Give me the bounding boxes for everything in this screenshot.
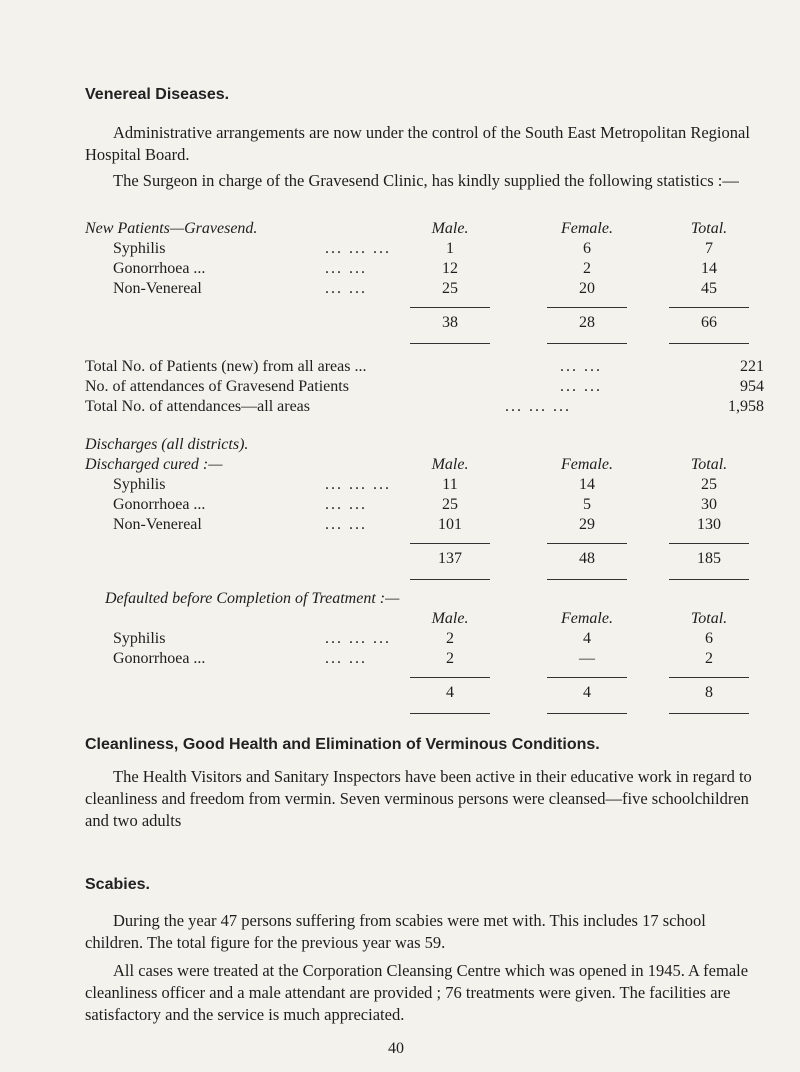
rule-line <box>669 543 749 544</box>
row-male: 11 <box>442 476 458 493</box>
row-female: 6 <box>583 240 591 257</box>
row-total: 2 <box>705 650 713 667</box>
summary-dots: ... ... <box>560 358 602 375</box>
scabies-heading: Scabies. <box>85 876 150 893</box>
total-total: 66 <box>701 314 717 331</box>
new-patients-heading: New Patients—Gravesend. <box>85 220 258 237</box>
table-row <box>85 650 765 670</box>
row-label: Gonorrhoea ... <box>113 496 206 513</box>
row-male: 12 <box>442 260 458 277</box>
summary-row <box>85 398 765 418</box>
row-label: Gonorrhoea ... <box>113 260 206 277</box>
rule-line <box>547 579 627 580</box>
total-male: 137 <box>438 550 462 567</box>
col-total-header: Total. <box>690 220 728 237</box>
rule-line <box>669 677 749 678</box>
total-rules <box>85 572 765 586</box>
row-male: 25 <box>442 496 458 513</box>
attendance-summary <box>85 358 765 418</box>
col-male-header: Male. <box>431 220 469 237</box>
row-label: Non-Venereal <box>113 516 202 533</box>
rule-line <box>410 579 490 580</box>
total-male: 4 <box>446 684 454 701</box>
rule-line <box>547 543 627 544</box>
rule-line <box>669 579 749 580</box>
table-row <box>85 630 765 650</box>
row-label: Non-Venereal <box>113 280 202 297</box>
row-dots: ... ... ... <box>325 630 391 647</box>
col-female-header: Female. <box>561 610 613 627</box>
table-row <box>85 240 765 260</box>
summary-row <box>85 358 765 378</box>
totals-row <box>85 550 765 572</box>
totals-row <box>85 684 765 706</box>
total-female: 28 <box>579 314 595 331</box>
rule-line <box>410 543 490 544</box>
row-dots: ... ... <box>325 496 367 513</box>
summary-label: Total No. of Patients (new) from all areas ... <box>85 358 367 375</box>
total-female: 4 <box>583 684 591 701</box>
total-rules <box>85 706 765 720</box>
cleanliness-text: The Health Visitors and Sanitary Inspectors have been active in their educative work in regard to cleanliness and freedom from vermin. Seven verminous persons were cleansed—five schoolchildren and two adults <box>85 767 752 830</box>
summary-value: 221 <box>740 358 764 375</box>
row-label: Syphilis <box>113 240 166 257</box>
scabies-text-1: During the year 47 persons suffering from scabies were met with. This includes 17 school children. The total figure for the previous year was 59. <box>85 911 706 952</box>
subtotal-rules <box>85 670 765 684</box>
rule-line <box>547 307 627 308</box>
table-row <box>85 516 765 536</box>
total-female: 48 <box>579 550 595 567</box>
summary-value: 954 <box>740 378 764 395</box>
row-dots: ... ... ... <box>325 476 391 493</box>
row-female: 20 <box>579 280 595 297</box>
row-female: — <box>579 650 595 667</box>
rule-line <box>547 343 627 344</box>
row-label: Syphilis <box>113 630 166 647</box>
row-female: 29 <box>579 516 595 533</box>
totals-row <box>85 314 765 336</box>
new-patients-table <box>85 220 765 350</box>
summary-value: 1,958 <box>728 398 764 415</box>
rule-line <box>669 307 749 308</box>
rule-line <box>547 677 627 678</box>
row-total: 6 <box>705 630 713 647</box>
discharges-heading: Discharges (all districts). <box>85 436 249 453</box>
row-total: 14 <box>701 260 717 277</box>
row-total: 130 <box>697 516 721 533</box>
rule-line <box>669 713 749 714</box>
row-total: 45 <box>701 280 717 297</box>
table-row <box>85 476 765 496</box>
row-total: 7 <box>705 240 713 257</box>
row-female: 14 <box>579 476 595 493</box>
venereal-intro-text: Administrative arrangements are now under the control of the South East Metropolitan Regional Hospital Board. <box>85 123 750 164</box>
scabies-paragraph-2 <box>85 960 765 1026</box>
surgeon-statistics-paragraph <box>85 170 765 192</box>
rule-line <box>410 713 490 714</box>
col-male-header: Male. <box>431 610 469 627</box>
summary-label: No. of attendances of Gravesend Patients <box>85 378 349 395</box>
row-label: Gonorrhoea ... <box>113 650 206 667</box>
table-row <box>85 280 765 300</box>
subtotal-rules <box>85 300 765 314</box>
row-total: 30 <box>701 496 717 513</box>
row-female: 2 <box>583 260 591 277</box>
cleanliness-heading: Cleanliness, Good Health and Elimination of Verminous Conditions. <box>85 736 600 753</box>
rule-line <box>669 343 749 344</box>
defaulted-heading: Defaulted before Completion of Treatment :— <box>105 590 400 607</box>
cleanliness-paragraph <box>85 766 765 832</box>
row-dots: ... ... ... <box>325 240 391 257</box>
scabies-text-2: All cases were treated at the Corporation Cleansing Centre which was opened in 1945. A female cleanliness officer and a male attendant are provided ; 76 treatments were given. The facilities are satisfactory and the service is much appreciated. <box>85 961 749 1024</box>
defaulted-table <box>85 590 765 720</box>
venereal-diseases-heading: Venereal Diseases. <box>85 86 230 103</box>
row-male: 2 <box>446 650 454 667</box>
discharged-cured-heading: Discharged cured :— <box>85 456 223 473</box>
row-label: Syphilis <box>113 476 166 493</box>
row-male: 1 <box>446 240 454 257</box>
summary-dots: ... ... ... <box>505 398 571 415</box>
rule-line <box>547 713 627 714</box>
table-row <box>85 260 765 280</box>
rule-line <box>410 343 490 344</box>
row-female: 5 <box>583 496 591 513</box>
rule-line <box>410 307 490 308</box>
row-dots: ... ... <box>325 260 367 277</box>
summary-row <box>85 378 765 398</box>
total-total: 185 <box>697 550 721 567</box>
total-male: 38 <box>442 314 458 331</box>
rule-line <box>410 677 490 678</box>
col-female-header: Female. <box>561 220 613 237</box>
row-total: 25 <box>701 476 717 493</box>
table-row <box>85 496 765 516</box>
row-dots: ... ... <box>325 650 367 667</box>
summary-label: Total No. of attendances—all areas <box>85 398 311 415</box>
discharges-table <box>85 436 765 586</box>
row-male: 25 <box>442 280 458 297</box>
page-number: 40 <box>388 1040 404 1057</box>
col-female-header: Female. <box>561 456 613 473</box>
col-male-header: Male. <box>431 456 469 473</box>
row-dots: ... ... <box>325 280 367 297</box>
summary-dots: ... ... <box>560 378 602 395</box>
row-dots: ... ... <box>325 516 367 533</box>
scabies-paragraph-1 <box>85 910 765 954</box>
total-rules <box>85 336 765 350</box>
subtotal-rules <box>85 536 765 550</box>
surgeon-statistics-text: The Surgeon in charge of the Gravesend Clinic, has kindly supplied the following statistics :— <box>113 171 739 190</box>
total-total: 8 <box>705 684 713 701</box>
row-male: 2 <box>446 630 454 647</box>
col-total-header: Total. <box>690 456 728 473</box>
row-male: 101 <box>438 516 462 533</box>
row-female: 4 <box>583 630 591 647</box>
venereal-intro-paragraph <box>85 122 765 166</box>
col-total-header: Total. <box>690 610 728 627</box>
